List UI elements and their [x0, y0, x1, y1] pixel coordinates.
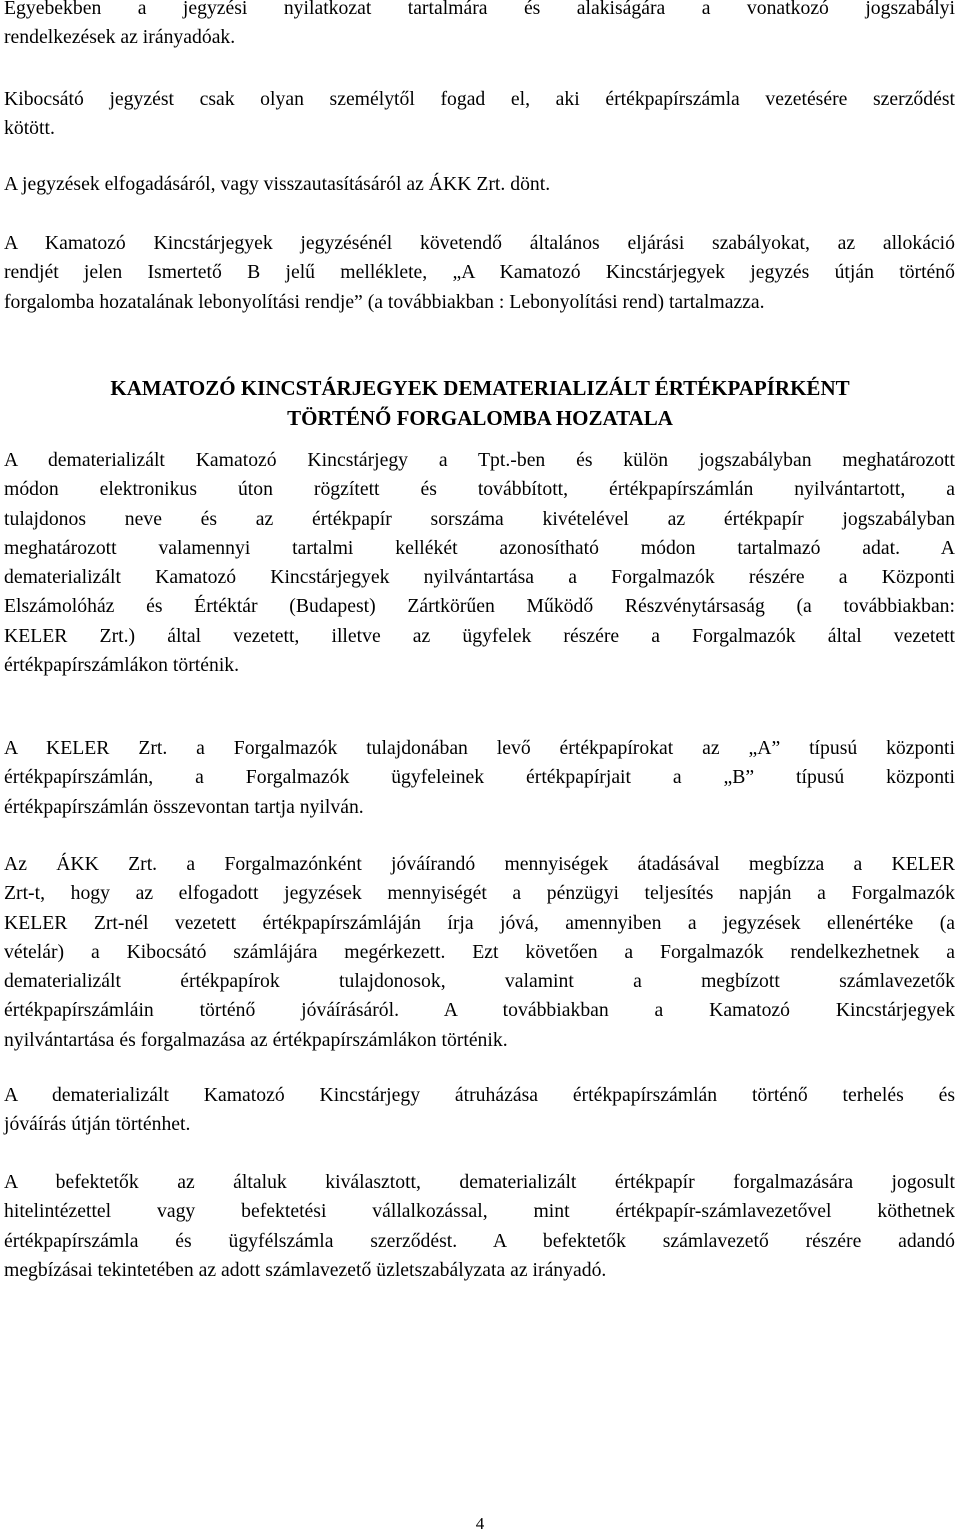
paragraph [4, 850, 955, 1055]
page-number: 4 [475, 1514, 485, 1533]
text-line: KELER Zrt-nél vezetett értékpapírszámláján írja jóvá, amennyiben a jegyzések ellenértéke (a [4, 911, 955, 934]
text-line: értékpapírszámla és ügyfélszámla szerződést. A befektetők számlavezető részére adandó [4, 1229, 955, 1252]
text-line: A Kamatozó Kincstárjegyek jegyzésénél követendő általános eljárási szabályokat, az allokáció [4, 232, 955, 254]
text-line: értékpapírszámlán, a Forgalmazók ügyfeleinek értékpapírjait a „B” típusú központi [4, 766, 955, 789]
text-line: megbízásai tekintetében az adott számlavezető üzletszabályzata az irányadó. [4, 1258, 607, 1281]
paragraph [4, 734, 955, 822]
text-line: vételár) a Kibocsátó számlájára megérkezett. Ezt követően a Forgalmazók rendelkezhetnek a [4, 940, 955, 963]
text-line: jóváírás útján történhet. [4, 1113, 191, 1136]
text-line: Zrt-t, hogy az elfogadott jegyzések mennyiségét a pénzügyi teljesítés napján a Forgalmazók [4, 882, 955, 905]
text-line: A befektetők az általuk kiválasztott, dematerializált értékpapír forgalmazására jogosult [4, 1171, 955, 1193]
text-line: rendjét jelen Ismertető B jelű melléklete, „A Kamatozó Kincstárjegyek jegyzés útján történő [4, 261, 955, 284]
text-line: hitelintézettel vagy befektetési vállalkozással, mint értékpapír-számlavezetővel köthetnek [4, 1200, 955, 1223]
text-line: rendelkezések az irányadóak. [4, 26, 236, 49]
section-heading [0, 373, 960, 433]
heading-line: KAMATOZÓ KINCSTÁRJEGYEK DEMATERIALIZÁLT ÉRTÉKPAPÍRKÉNT [110, 376, 850, 400]
paragraph [4, 229, 955, 317]
paragraph [4, 170, 955, 199]
text-line: Az ÁKK Zrt. a Forgalmazónként jóváírandó mennyiségek átadásával megbízza a KELER [4, 853, 955, 875]
text-line: KELER Zrt.) által vezetett, illetve az ügyfelek részére a Forgalmazók által vezetett [4, 624, 955, 647]
text-line: értékpapírszámlán összevontan tartja nyilván. [4, 795, 364, 818]
text-line: Egyebekben a jegyzési nyilatkozat tartalmára és alakiságára a vonatkozó jogszabályi [4, 0, 955, 19]
heading-line: TÖRTÉNŐ FORGALOMBA HOZATALA [287, 406, 673, 430]
paragraph [4, 446, 955, 680]
text-line: forgalomba hozatalának lebonyolítási rendje” (a továbbiakban : Lebonyolítási rend) tartalmazza. [4, 290, 765, 313]
text-line: dematerializált Kamatozó Kincstárjegyek nyilvántartása a Forgalmazók részére a Központi [4, 566, 955, 589]
text-line: Kibocsátó jegyzést csak olyan személytől fogad el, aki értékpapírszámla vezetésére szerződést [4, 88, 955, 110]
paragraph [4, 85, 955, 144]
text-line: értékpapírszámlákon történik. [4, 654, 240, 677]
text-line: A KELER Zrt. a Forgalmazók tulajdonában levő értékpapírokat az „A” típusú központi [4, 737, 955, 759]
text-line: Elszámolóház és Értéktár (Budapest) Zártkörűen Működő Részvénytársaság (a továbbiakban: [4, 595, 955, 618]
text-line: A dematerializált Kamatozó Kincstárjegy a Tpt.-ben és külön jogszabályban meghatározott [4, 449, 955, 471]
text-line: A jegyzések elfogadásáról, vagy visszautasításáról az ÁKK Zrt. dönt. [4, 173, 551, 195]
text-line: kötött. [4, 117, 55, 140]
text-line: dematerializált értékpapírok tulajdonosok, valamint a megbízott számlavezetők [4, 970, 955, 993]
text-line: nyilvántartása és forgalmazása az értékpapírszámlákon történik. [4, 1028, 508, 1051]
paragraph [4, 1081, 955, 1140]
text-line: tulajdonos neve és az értékpapír sorszáma kivételével az értékpapír jogszabályban [4, 507, 955, 530]
text-line: meghatározott valamennyi tartalmi kellékét azonosítható módon tartalmazó adat. A [4, 536, 955, 559]
paragraph [4, 1168, 955, 1285]
text-line: A dematerializált Kamatozó Kincstárjegy átruházása értékpapírszámlán történő terhelés és [4, 1084, 955, 1106]
text-line: módon elektronikus úton rögzített és továbbított, értékpapírszámlán nyilvántartott, a [4, 478, 955, 501]
paragraph [4, 0, 955, 53]
text-line: értékpapírszámláin történő jóváírásáról. A továbbiakban a Kamatozó Kincstárjegyek [4, 999, 955, 1022]
